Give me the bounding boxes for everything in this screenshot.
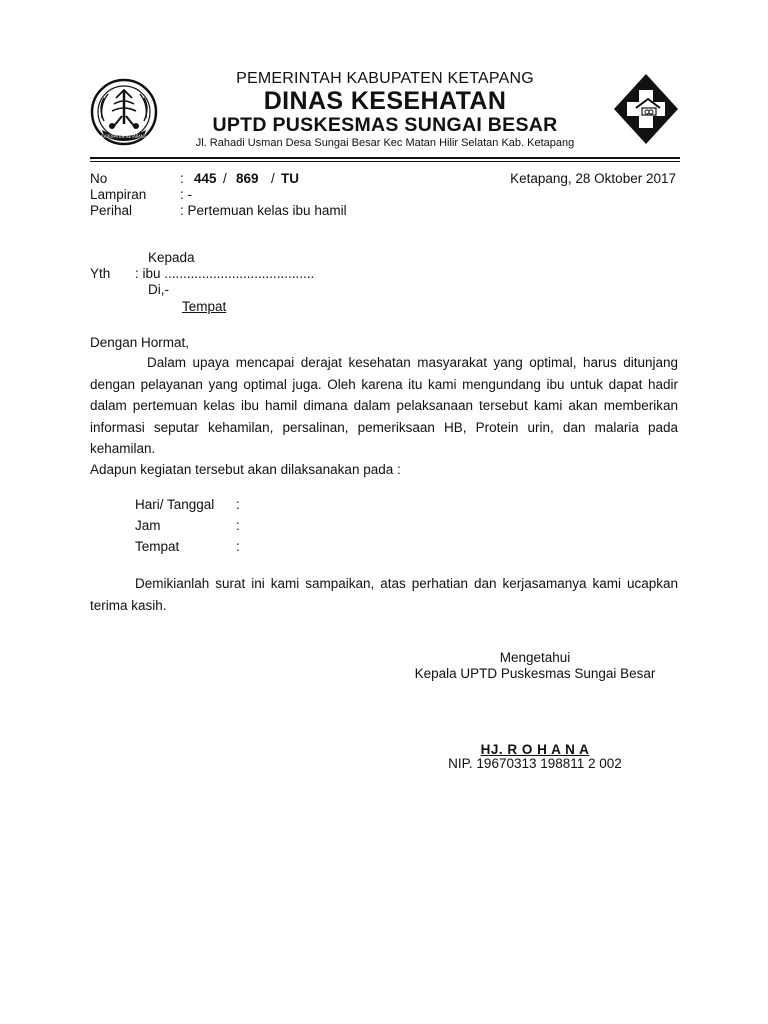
- addressee-yth-value: : ibu ........................................: [135, 266, 315, 281]
- header-department: DINAS KESEHATAN: [263, 87, 507, 115]
- schedule-label-date: Hari/ Tanggal: [135, 497, 215, 512]
- schedule-sep-date: :: [236, 497, 240, 512]
- health-department-logo: [612, 72, 680, 146]
- signature-nip: NIP. 19670313 198811 2 002: [448, 756, 622, 771]
- signature-mengetahui: Mengetahui: [499, 650, 571, 665]
- header-rule-thin: [90, 161, 680, 162]
- meta-no-value-2: 869: [236, 171, 259, 186]
- addressee-di: Di,-: [148, 282, 169, 297]
- addressee-yth-label: Yth: [90, 266, 111, 281]
- closing-paragraph: Demikianlah surat ini kami sampaikan, atas perhatian dan kerjasamanya kami ucapkan terima kasih.: [90, 576, 678, 613]
- meta-perihal-value: : Pertemuan kelas ibu hamil: [180, 203, 347, 218]
- meta-no-value-1: 445: [194, 171, 217, 186]
- meta-perihal-label: Perihal: [90, 203, 133, 218]
- signature-name: HJ. R O H A N A: [480, 742, 590, 757]
- schedule-label-place: Tempat: [135, 539, 180, 554]
- regency-emblem: [90, 78, 158, 146]
- schedule-intro: Adapun kegiatan tersebut akan dilaksanakan pada :: [90, 462, 401, 477]
- meta-no-label: No: [90, 171, 108, 186]
- header-address: Jl. Rahadi Usman Desa Sungai Besar Kec Matan Hilir Selatan Kab. Ketapang: [195, 137, 575, 149]
- meta-lampiran-value: : -: [180, 187, 192, 202]
- schedule-sep-place: :: [236, 539, 240, 554]
- meta-no-slash-1: /: [223, 171, 227, 186]
- header-government: PEMERINTAH KABUPATEN KETAPANG: [236, 70, 534, 87]
- meta-no-sep: :: [180, 171, 184, 186]
- header-rule-thick: [90, 157, 680, 159]
- schedule-label-time: Jam: [135, 518, 161, 533]
- signature-position: Kepala UPTD Puskesmas Sungai Besar: [414, 666, 656, 681]
- meta-no-slash-2: /: [271, 171, 275, 186]
- schedule-sep-time: :: [236, 518, 240, 533]
- meta-lampiran-label: Lampiran: [90, 187, 147, 202]
- greeting: Dengan Hormat,: [90, 335, 190, 350]
- body-paragraph: Dalam upaya mencapai derajat kesehatan masyarakat yang optimal, harus ditunjang dengan pelayanan yang optimal juga. Oleh karena itu kami mengundang ibu untuk dapat hadir dalam pertemuan kelas ibu hamil dimana dalam pelaksanaan tersebut kami akan memberikan informasi seputar kehamilan, persalinan, pemeriksaan HB, Protein urin, dan malaria pada kehamilan.: [90, 355, 678, 456]
- svg-text:KABUPATEN KETAPANG: KABUPATEN KETAPANG: [101, 134, 147, 139]
- letter-date: Ketapang, 28 Oktober 2017: [510, 171, 676, 186]
- meta-no-value-3: TU: [281, 171, 299, 186]
- addressee-tempat: Tempat: [182, 299, 227, 314]
- addressee-kepada: Kepada: [148, 250, 195, 265]
- header-unit: UPTD PUSKESMAS SUNGAI BESAR: [212, 114, 558, 136]
